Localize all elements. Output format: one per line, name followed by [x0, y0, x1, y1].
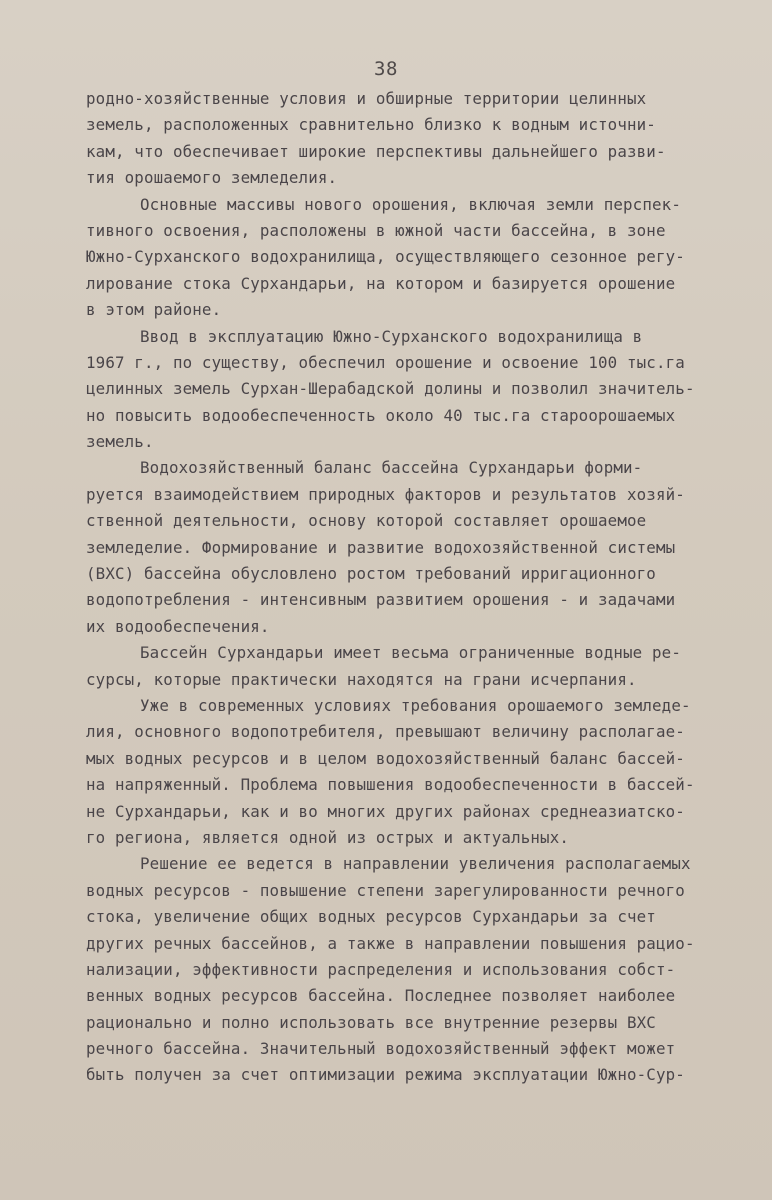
text-line: в этом районе.	[86, 300, 222, 320]
text-line: на напряженный. Проблема повышения водообеспеченности в бассей-	[86, 775, 695, 795]
text-line: целинных земель Сурхан-Шерабадской долины и позволил значитель-	[86, 379, 695, 399]
text-line: Решение ее ведется в направлении увеличения располагаемых	[140, 854, 691, 874]
text-line: но повысить водообеспеченность около 40 тыс.га староорошаемых	[86, 405, 676, 425]
text-line: других речных бассейнов, а также в направлении повышения рацио-	[86, 933, 695, 953]
text-line: земель.	[86, 432, 154, 452]
text-line: 1967 г., по существу, обеспечил орошение и освоение 100 тыс.га	[86, 352, 685, 372]
text-line: сурсы, которые практически находятся на грани исчерпания.	[86, 669, 637, 689]
text-line: водопотребления - интенсивным развитием орошения - и задачами	[86, 590, 676, 610]
text-line: тивного освоения, расположены в южной части бассейна, в зоне	[86, 220, 666, 240]
text-line: речного бассейна. Значительный водохозяйственный эффект может	[86, 1039, 676, 1059]
text-line: Бассейн Сурхандарьи имеет весьма ограниченные водные ре-	[140, 643, 681, 663]
page-number: 38	[374, 58, 398, 80]
text-line: Уже в современных условиях требования орошаемого земледе-	[140, 695, 691, 715]
text-line: стока, увеличение общих водных ресурсов Сурхандарьи за счет	[86, 907, 656, 927]
text-line: лирование стока Сурхандарьи, на котором и базируется орошение	[86, 273, 676, 293]
text-line: кам, что обеспечивает широкие перспективы дальнейшего разви-	[86, 141, 666, 161]
text-line: родно-хозяйственные условия и обширные территории целинных	[86, 89, 647, 108]
text-line: руется взаимодействием природных факторов и результатов хозяй-	[86, 484, 685, 504]
text-line: венных водных ресурсов бассейна. Последнее позволяет наиболее	[86, 986, 676, 1006]
text-line: Южно-Сурханского водохранилища, осуществляющего сезонное регу-	[86, 247, 685, 267]
text-line: (ВХС) бассейна обусловлено ростом требований ирригационного	[86, 564, 656, 584]
text-line: Водохозяйственный баланс бассейна Сурхандарьи форми-	[140, 458, 643, 478]
text-line: лия, основного водопотребителя, превышают величину располагае-	[86, 722, 685, 742]
document-body-text	[86, 86, 752, 1089]
text-line: ственной деятельности, основу которой составляет орошаемое	[86, 511, 647, 531]
text-line: рационально и полно использовать все внутренние резервы ВХС	[86, 1012, 656, 1032]
text-line: нализации, эффективности распределения и использования собст-	[86, 959, 676, 979]
text-line: го региона, является одной из острых и актуальных.	[86, 827, 570, 847]
text-line: не Сурхандарьи, как и во многих других районах среднеазиатско-	[86, 801, 685, 821]
text-line: земель, расположенных сравнительно близко к водным источни-	[86, 115, 656, 135]
text-line: Ввод в эксплуатацию Южно-Сурханского водохранилища в	[140, 326, 643, 346]
text-line: Основные массивы нового орошения, включая земли перспек-	[140, 194, 681, 214]
text-line: быть получен за счет оптимизации режима эксплуатации Южно-Сур-	[86, 1065, 685, 1085]
text-line: тия орошаемого земледелия.	[86, 168, 338, 188]
text-line: земледелие. Формирование и развитие водохозяйственной системы	[86, 537, 676, 557]
text-line: водных ресурсов - повышение степени зарегулированности речного	[86, 880, 685, 900]
text-line: мых водных ресурсов и в целом водохозяйственный баланс бассей-	[86, 748, 685, 768]
text-line: их водообеспечения.	[86, 616, 270, 636]
